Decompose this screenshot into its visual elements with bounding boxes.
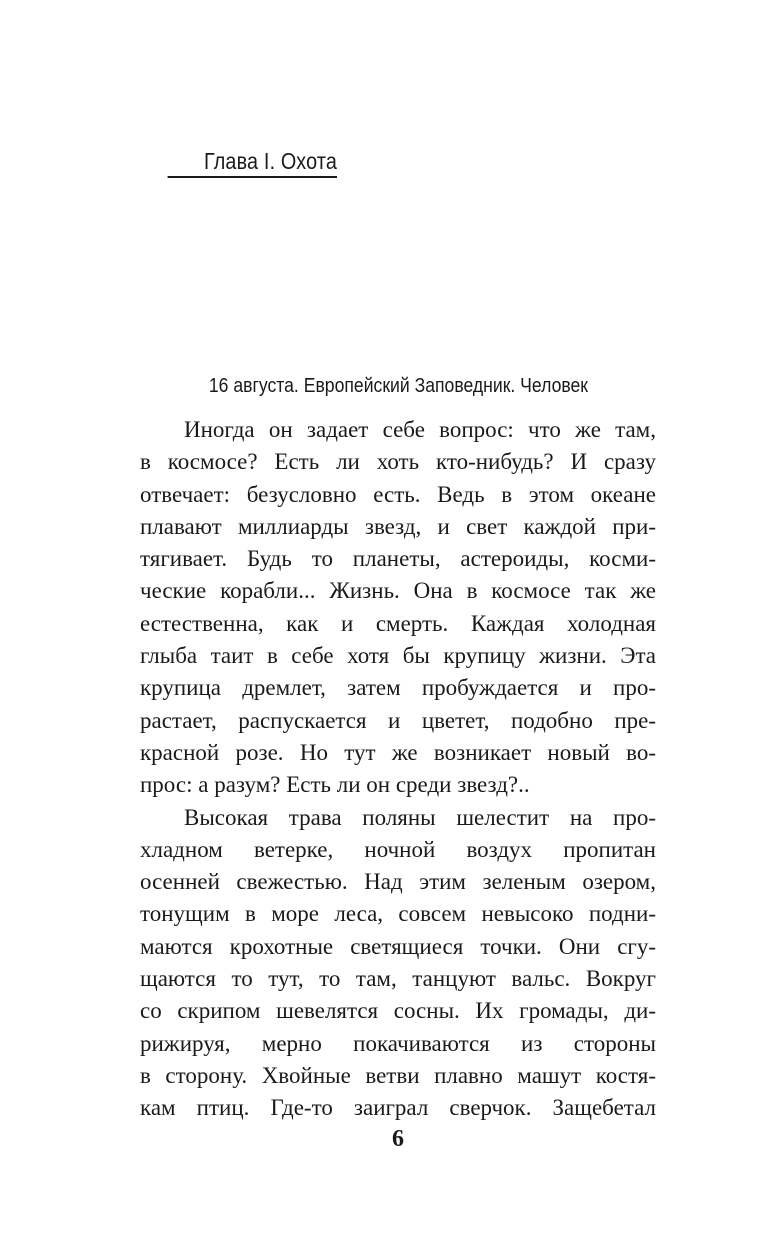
- section-subtitle-text: 16 августа. Европейский Заповедник. Человек: [208, 375, 588, 397]
- text-line: ческие корабли... Жизнь. Она в космосе так же: [140, 578, 656, 604]
- text-line: в космосе? Есть ли хоть кто-нибудь? И сразу: [140, 449, 656, 475]
- text-line: крупица дремлет, затем пробуждается и про-: [140, 675, 656, 701]
- text-line: маются крохотные светящиеся точки. Они сгу-: [140, 933, 656, 959]
- text-line: отвечает: безусловно есть. Ведь в этом океане: [140, 481, 656, 507]
- text-line: со скрипом шевелятся сосны. Их громады, ди-: [140, 998, 656, 1024]
- paragraph: [140, 414, 656, 802]
- text-line: Высокая трава поляны шелестит на про-: [184, 804, 656, 830]
- text-line: Иногда он задает себе вопрос: что же там,: [184, 417, 656, 442]
- page-number: 6: [392, 1126, 404, 1152]
- text-line: прос: а разум? Есть ли он среди звезд?..: [140, 772, 530, 798]
- chapter-title: Глава I. Охота: [203, 148, 337, 174]
- text-line: плавают миллиарды звезд, и свет каждой при-: [140, 513, 656, 539]
- text-line: кам птиц. Где-то заиграл сверчок. Защебетал: [140, 1095, 656, 1121]
- text-line: естественна, как и смерть. Каждая холодная: [140, 610, 656, 636]
- text-line: рижируя, мерно покачиваются из стороны: [140, 1030, 656, 1056]
- text-line: в сторону. Хвойные ветви плавно машут костя-: [140, 1062, 656, 1088]
- text-line: красной розе. Но тут же возникает новый во-: [140, 739, 656, 765]
- section-subtitle: [140, 371, 656, 401]
- text-line: тягивает. Будь то планеты, астероиды, косми-: [140, 546, 656, 572]
- text-line: хладном ветерке, ночной воздух пропитан: [140, 836, 656, 862]
- body-text: [140, 414, 656, 1125]
- text-line: щаются то тут, то там, танцуют вальс. Вокруг: [140, 966, 656, 992]
- text-line: тонущим в море леса, совсем невысоко подни-: [140, 901, 656, 927]
- text-line: растает, распускается и цветет, подобно пре-: [140, 707, 656, 733]
- text-line: осенней свежестью. Над этим зеленым озером,: [140, 869, 656, 895]
- text-line: глыба таит в себе хотя бы крупицу жизни. Эта: [140, 643, 656, 669]
- paragraph: [140, 802, 656, 1125]
- chapter-heading: [168, 146, 337, 178]
